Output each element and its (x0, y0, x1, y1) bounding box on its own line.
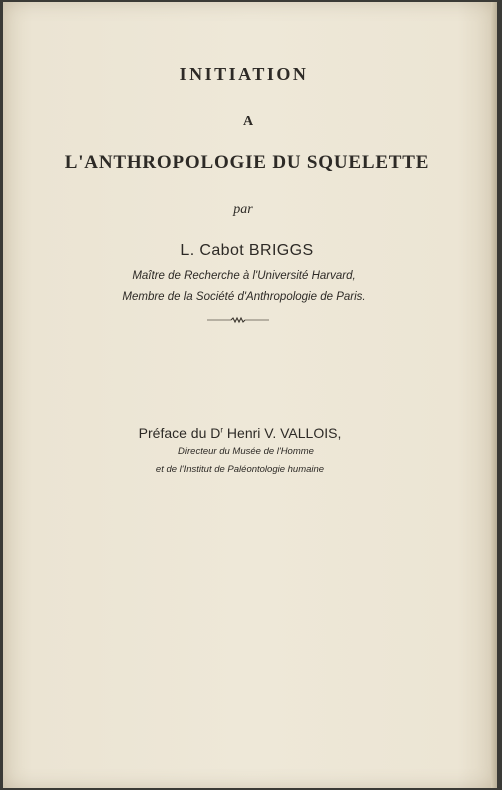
title-line-1: INITIATION (179, 64, 309, 84)
preface-prefix: Préface du D (138, 425, 221, 441)
by-word: par (233, 202, 253, 217)
title-line-2: A (242, 114, 254, 129)
title-line-3: L'ANTHROPOLOGIE DU SQUELETTE (64, 152, 430, 173)
book-page (3, 2, 497, 788)
preface-title-1: Directeur du Musée de l'Homme (178, 446, 314, 457)
preface-credit (3, 425, 487, 441)
preface-title-2: et de l'Institut de Paléontologie humaine (155, 464, 325, 475)
preface-name: Henri V. VALLOIS, (223, 425, 342, 441)
author-affiliation-2: Membre de la Société d'Anthropologie de Paris. (122, 291, 366, 303)
ornament-divider (207, 315, 269, 325)
author-name: L. Cabot BRIGGS (180, 242, 314, 259)
preface-dr-superscript: r (220, 425, 224, 435)
author-affiliation-1: Maître de Recherche à l'Université Harvard, (132, 270, 356, 282)
